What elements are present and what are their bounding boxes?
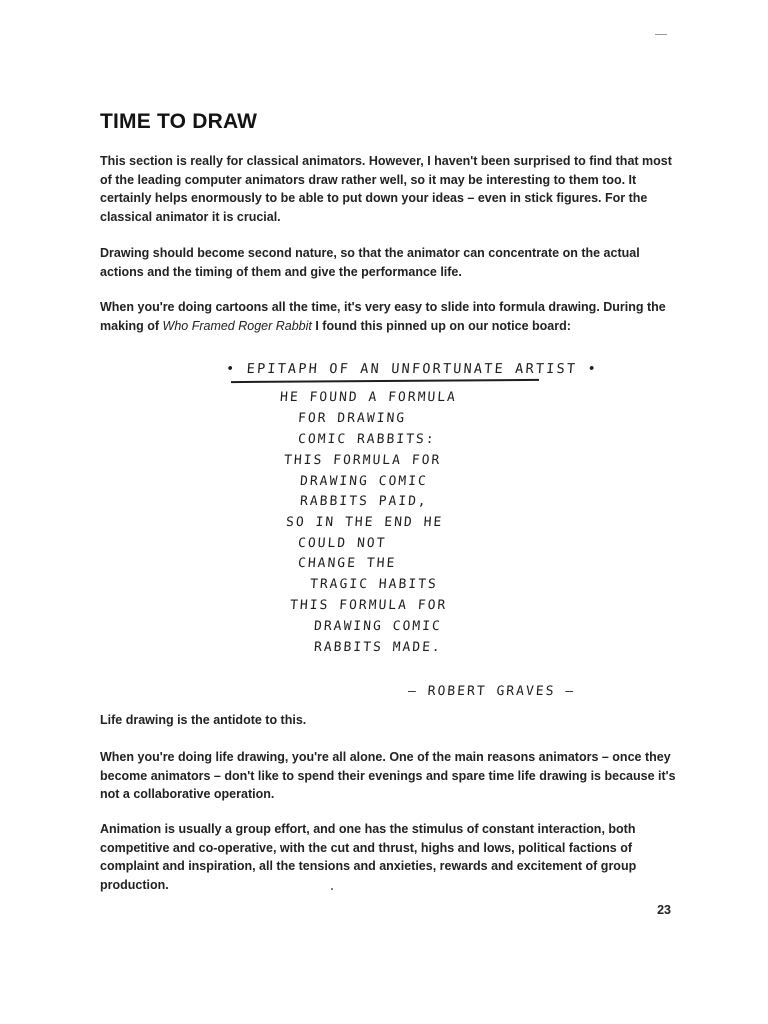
epitaph-title: • EPITAPH OF AN UNFORTUNATE ARTIST • bbox=[225, 361, 599, 377]
epitaph-line: COULD NOT bbox=[297, 536, 387, 551]
corner-mark bbox=[655, 34, 667, 35]
epitaph-line: DRAWING COMIC bbox=[313, 619, 443, 634]
paragraph-antidote: Life drawing is the antidote to this. bbox=[100, 713, 307, 727]
epitaph-line: SO IN THE END HE bbox=[285, 515, 444, 530]
paragraph-life-drawing: When you're doing life drawing, you're all alone. One of the main reasons animators – once they become animators – don't like to spend their evenings and spare time life drawing is because it's not a collaborative operation. bbox=[100, 750, 676, 801]
page-number: 23 bbox=[657, 903, 671, 917]
epitaph-title-underline bbox=[231, 379, 539, 383]
epitaph-line: RABBITS MADE. bbox=[313, 640, 443, 655]
epitaph-line: TRAGIC HABITS bbox=[309, 577, 439, 592]
paragraph-formula-drawing bbox=[100, 298, 680, 335]
paragraph-formula-text-after: I found this pinned up on our notice board: bbox=[311, 318, 571, 333]
epitaph-line: RABBITS PAID, bbox=[299, 494, 429, 509]
epitaph-line: COMIC RABBITS: bbox=[297, 432, 437, 447]
epitaph-line: THIS FORMULA FOR bbox=[283, 453, 442, 468]
paper-speck bbox=[331, 888, 333, 890]
paragraph-second-nature: Drawing should become second nature, so that the animator can concentrate on the actual actions and the timing of them and give the performance life. bbox=[100, 246, 640, 279]
paragraph-intro: This section is really for classical animators. However, I haven't been surprised to find that most of the leading computer animators draw rather well, so it may be interesting to them too. It certainly helps enormously to be able to put down your ideas – even in stick figures. For the classical animator it is crucial. bbox=[100, 154, 672, 224]
paragraph-formula-text-before: When you're doing cartoons all the time, it's very easy to slide into formula drawing. During the making of bbox=[100, 300, 666, 333]
epitaph-line: HE FOUND A FORMULA bbox=[279, 390, 458, 405]
section-heading: TIME TO DRAW bbox=[100, 110, 258, 133]
film-title: Who Framed Roger Rabbit bbox=[162, 318, 312, 333]
epitaph-line: DRAWING COMIC bbox=[299, 474, 429, 489]
epitaph-line: FOR DRAWING bbox=[297, 411, 407, 426]
paragraph-group-effort: Animation is usually a group effort, and one has the stimulus of constant interaction, both competitive and co-operative, with the cut and thrust, highs and lows, political factions of complaint and inspiration, all the tensions and anxieties, rewards and excitement of group production. bbox=[100, 822, 637, 892]
epitaph-attribution: — ROBERT GRAVES — bbox=[407, 684, 576, 699]
epitaph-line: THIS FORMULA FOR bbox=[289, 598, 448, 613]
epitaph-line: CHANGE THE bbox=[297, 556, 397, 571]
